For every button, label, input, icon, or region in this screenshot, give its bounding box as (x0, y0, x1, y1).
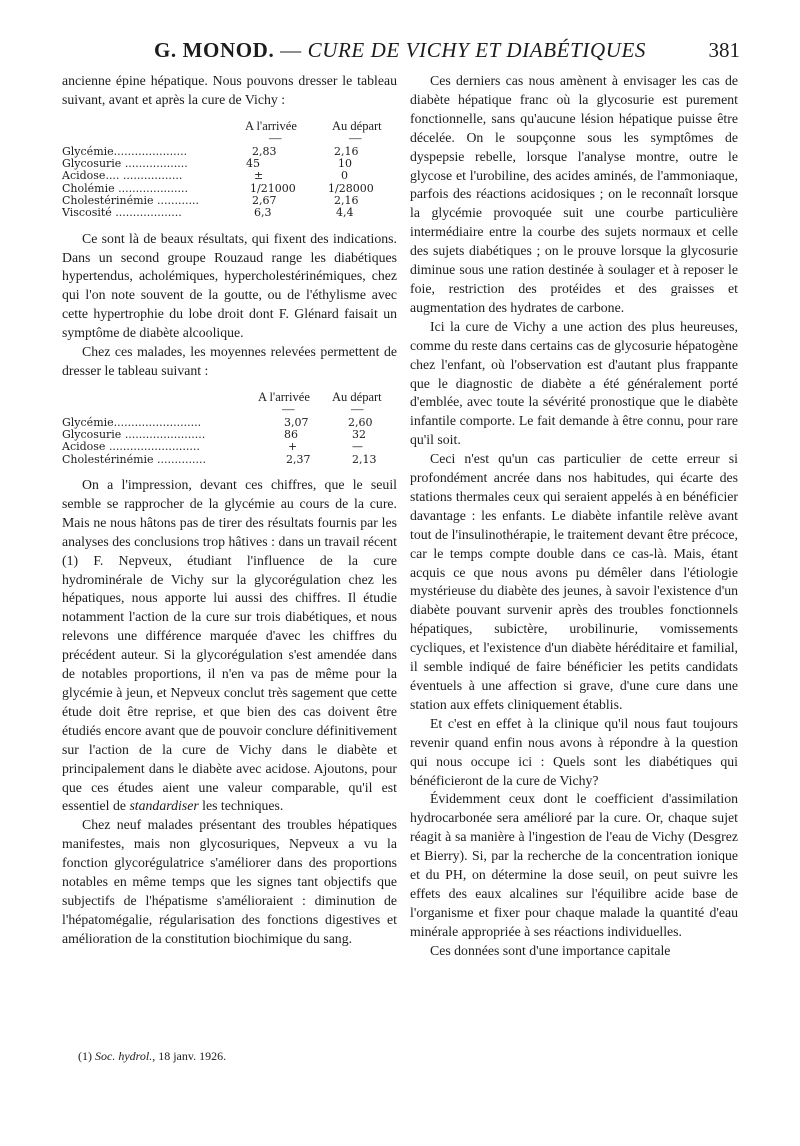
table-row (62, 454, 397, 466)
column-dash: — (349, 130, 362, 145)
arrival-value: 1/21000 (250, 181, 296, 195)
row-label: Cholémie .................... (62, 181, 189, 195)
paragraph-text: les techniques. (198, 798, 284, 814)
arrival-value: 2,67 (252, 194, 277, 207)
running-title (60, 38, 740, 63)
row-label: Glycémie..................... (62, 144, 188, 158)
departure-value: 2,13 (352, 452, 377, 466)
departure-value: 1/28000 (328, 181, 374, 195)
row-label: Glycosurie ....................... (62, 428, 206, 442)
column-dash: — (269, 130, 282, 145)
column-dash: — (282, 401, 295, 416)
column-dash: — (351, 401, 364, 416)
column-header-arrival: A l'arrivée (245, 118, 297, 133)
table-row (62, 207, 397, 219)
departure-value: 2,60 (348, 415, 373, 429)
arrival-value: 6,3 (254, 206, 272, 220)
row-label: Acidose .......................... (62, 440, 200, 454)
table-header (62, 391, 397, 417)
table-header (62, 120, 397, 146)
arrival-value: + (288, 440, 298, 454)
table-row (62, 170, 397, 182)
footnote (78, 1049, 226, 1064)
paragraph: Chez neuf malades présentant des troubles hépatiques manifestes, mais non glycosuriques, Nepveux a vu la fonction glycorégulatrice s'améliorer dans des proportions notables en même temps que les signes tant objectifs que subjectifs de l'hépatisme s'amélioraient : diminution de l'hépatomégalie, régularisation des fonctions digestives et amélioration de la constitution biochimique du sang. (62, 817, 397, 946)
departure-value: 0 (341, 169, 348, 183)
departure-value: 10 (338, 157, 352, 171)
arrival-value: 3,07 (284, 415, 309, 429)
paragraph: Ces derniers cas nous amènent à envisager les cas de diabète hépatique franc où la glycosurie est purement fonctionnelle, sans qu'aucune lésion hépatique puisse être décelée. On le soupçonne sous les symptômes de dyspepsie rebelle, lorsque l'analyse montre, outre le glycose et l'urobiline, des acides aminés, de l'ammoniaque, parfois des réactions acidosiques ; on le reconnaît lorsque la glycémie provoquée suit une courbe particulière intermédiaire entre la courbe des sujets normaux et celle des sujets diabétiques ; on le prouve lorsque la glycosurie diminue sous une ration destinée à soulager et à reposer le foie, restriction des protéides et des graisses et augmentation des hydrates de carbone. (410, 73, 738, 315)
paragraph-text: On a l'impression, devant ces chiffres, que le seuil semble se rapprocher de la glycémie au cours de la cure. Mais ne nous hâtons pas de tirer des résultats fournis par les analyses des conclusions trop hâtives : dans un travail récent (1) F. Nepveux, étudiant l'influence de la cure hydrominérale de Vichy sur la glycorégulation chez les hépatiques, nous apporte lui aussi des chiffres. Il étudie notamment l'action de la cure sur trois diabétiques, et nous relevons une différence marquée d'avec les chiffres du précédent auteur. Si la glycorégulation s'est amendée dans de notables proportions, il n'en va pas de même pour la glycémie à jeun, et Nepveux conclut très sagement que cette étude doit être reprise, et que bien des cas doivent être étudiés encore avant que de pouvoir conclure définitivement sur l'action de la cure de Vichy dans le diabète et principalement dans le diabète avec acidose. Ajoutons, pour que ces études aient une valeur comparable, qu'il est essentiel de (62, 477, 397, 814)
column-header-departure: Au départ (332, 389, 382, 404)
running-header (60, 38, 740, 68)
row-label: Glycémie......................... (62, 415, 202, 429)
results-table-2 (62, 391, 397, 466)
left-column (62, 72, 397, 949)
footnote-source: Soc. hydrol. (95, 1049, 153, 1063)
paragraph: Ici la cure de Vichy a une action des plus heureuses, comme du reste dans certains cas de glycosurie hépatogène chez l'enfant, où l'observation est d'autant plus frappante que le diagnostic de diabète a été généralement porté d'emblée, avec toute la sévérité pronostique que le diabète infantile comporte. Le fait demande à être connu, pour rare qu'il soit. (410, 318, 738, 448)
arrival-value: 2,37 (286, 452, 311, 466)
table-row (62, 441, 397, 453)
departure-value: 32 (352, 428, 366, 442)
departure-value: 2,16 (334, 194, 359, 207)
arrival-value: 45 (246, 157, 260, 171)
chapter-title: CURE DE VICHY ET DIABÉTIQUES (307, 38, 647, 62)
row-label: Viscosité ................... (62, 206, 182, 220)
paragraph: Ces données sont d'une importance capitale (430, 942, 671, 958)
title-dash: — (274, 38, 308, 62)
arrival-value: ± (254, 169, 264, 183)
paragraph: Ceci n'est qu'un cas particulier de cette erreur si profondément ancrée dans nos habitudes, qui écarte des stations thermales ceux qui seraient appelés à en bénéficier davantage : les enfants. Le diabète infantile relève avant tout de l'insulinothérapie, le traitement devant être précoce, car le temps compte double dans ce cas-là. Mais, étant acquis ce que nous avons pu démêler dans l'étiologie mystérieuse du diabète des jeunes, à savoir l'existence d'un diabète pouvant survenir après des troubles fonctionnels hépatiques, subictère, urobilinurie, vomissements cycliques, et l'existence d'un diabète héréditaire et familial, il semble indiqué de faire bénéficier les petits candidats éventuels à une affection si grave, d'une cure dans une station aux effets cliniquement établis. (410, 451, 738, 712)
paragraph: Évidemment ceux dont le coefficient d'assimilation hydrocarbonée sera amélioré par la cure. Or, chaque sujet réagit à sa manière à l'ingestion de l'eau de Vichy (Desgrez et Bierry). Si, par la recherche de la concentration ionique et du PH, on détermine la dose seuil, on peut suivre les effets des eaux alcalines sur l'équilibre acide base de l'organisme et fixer pour chaque malade la quantité d'eau minérale appropriée à ses réactions individuelles. (410, 791, 738, 939)
row-label: Cholestérinémie .............. (62, 452, 207, 466)
results-table-1 (62, 120, 397, 220)
column-header-arrival: A l'arrivée (258, 389, 310, 404)
departure-value: 4,4 (336, 206, 354, 220)
arrival-value: 2,83 (252, 144, 277, 158)
footnote-number: (1) (78, 1049, 95, 1063)
page-number: 381 (708, 38, 740, 62)
paragraph: Et c'est en effet à la clinique qu'il nous faut toujours revenir quand enfin nous avons à répondre à la question qui nous occupe ici : Quels sont les diabétiques qui bénéficieront de la cure de Vichy? (410, 715, 738, 788)
arrival-value: 86 (284, 428, 298, 442)
paragraph: Chez ces malades, les moyennes relevées permettent de dresser le tableau suivant : (62, 344, 397, 378)
row-label: Cholestérinémie ............ (62, 194, 200, 207)
departure-value: — (352, 440, 363, 454)
paragraph: ancienne épine hépatique. Nous pouvons dresser le tableau suivant, avant et après la cure de Vichy : (62, 73, 397, 107)
paragraph: Ce sont là de beaux résultats, qui fixent des indications. Dans un second groupe Rouzaud range les diabétiques hypertendus, acholémiques, hypercholestérinémiques, chez qui l'on note souvent de la goutte, ou de l'éthylisme avec cette hypertrophie du lobe droit dont F. Glénard faisait un symptôme de diabète alcoolique. (62, 230, 397, 341)
right-column (410, 72, 738, 961)
footnote-date: , 18 janv. 1926. (152, 1049, 227, 1063)
row-label: Acidose.... ................. (62, 169, 183, 183)
departure-value: 2,16 (334, 144, 359, 158)
column-header-departure: Au départ (332, 118, 382, 133)
paragraph (62, 476, 397, 816)
author-name: G. MONOD. (153, 38, 275, 62)
emphasis-term: standardiser (129, 798, 199, 814)
row-label: Glycosurie .................. (62, 157, 188, 171)
